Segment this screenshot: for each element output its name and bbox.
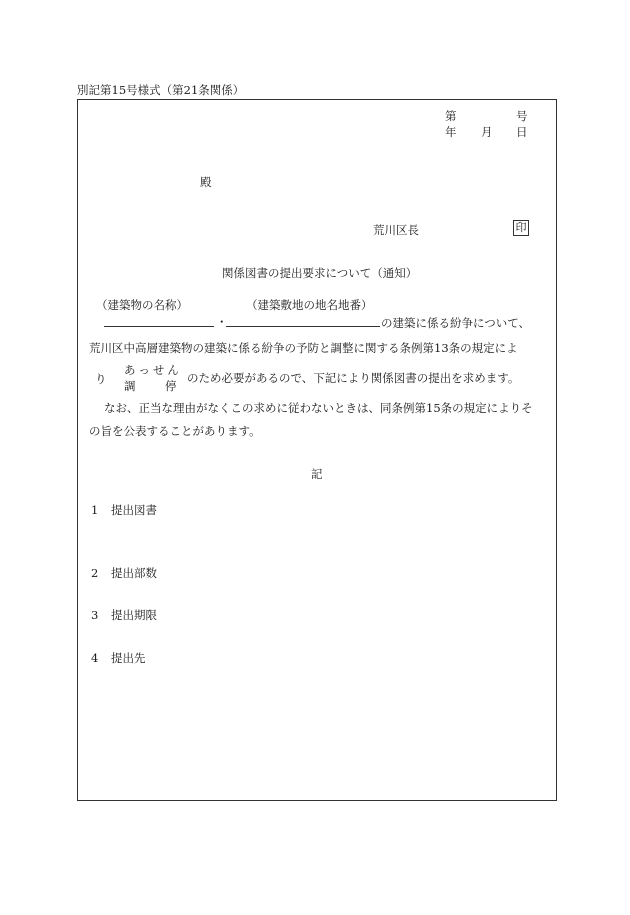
doc-number-prefix: 第	[445, 109, 457, 123]
notice-subject: 関係図書の提出要求について（通知）	[222, 266, 418, 280]
ki-heading: 記	[311, 467, 323, 481]
body-line-3: のため必要があるので、下記により関係図書の提出を求めます。	[187, 371, 520, 385]
choice-chotei-char-2: 停	[165, 379, 177, 393]
item-label: 提出期限	[111, 608, 157, 622]
addressee-honorific: 殿	[200, 175, 212, 189]
building-name-label: （建築物の名称）	[96, 298, 188, 312]
form-number-title: 別記第15号様式（第21条関係）	[77, 83, 245, 97]
site-address-label: （建築敷地の地名地番）	[246, 298, 373, 312]
list-item	[91, 502, 157, 518]
list-item	[91, 607, 157, 623]
body-line-2: 荒川区中高層建築物の建築に係る紛争の予防と調整に関する条例第13条の規定によ	[89, 341, 518, 355]
item-number: 1	[91, 503, 99, 517]
body-line-3-prefix: り	[95, 372, 107, 386]
date-year: 年	[445, 125, 457, 139]
body-line-1-suffix: の建築に係る紛争について、	[381, 316, 531, 330]
choice-assen: あっせん	[124, 363, 182, 377]
date-month: 月	[481, 125, 493, 139]
site-address-blank	[226, 326, 380, 327]
doc-number-suffix: 号	[516, 109, 528, 123]
item-label: 提出図書	[111, 503, 157, 517]
notice-frame	[77, 99, 557, 801]
list-item	[91, 565, 157, 581]
body-line-4: なお、正当な理由がなくこの求めに従わないときは、同条例第15条の規定によりそ	[104, 401, 533, 415]
date-day: 日	[516, 125, 528, 139]
item-label: 提出部数	[111, 566, 157, 580]
separator-dot: ・	[216, 315, 228, 329]
list-item	[91, 650, 146, 666]
seal-stamp-box: 印	[513, 220, 529, 236]
item-number: 4	[91, 651, 99, 665]
item-number: 2	[91, 566, 99, 580]
choice-chotei-char-1: 調	[124, 379, 136, 393]
item-label: 提出先	[111, 651, 146, 665]
item-number: 3	[91, 608, 99, 622]
sender-name: 荒川区長	[373, 223, 419, 237]
building-name-blank	[104, 326, 214, 327]
body-line-5: の旨を公表することがあります。	[89, 424, 261, 438]
